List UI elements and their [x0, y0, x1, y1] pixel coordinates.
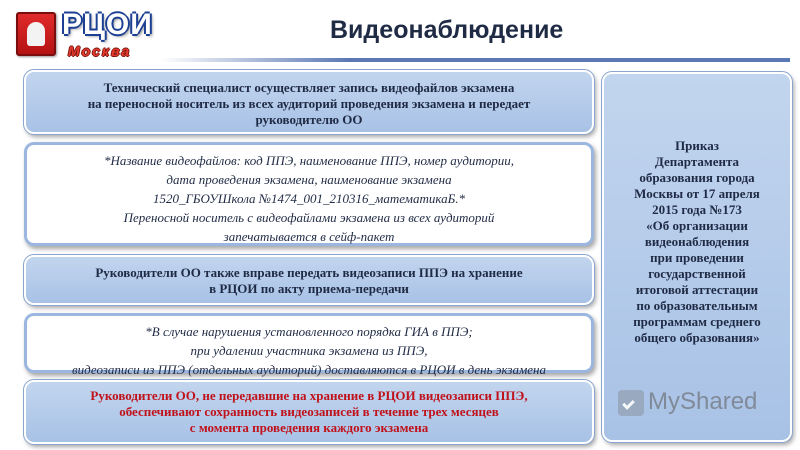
- box-line: руководителю ОО: [255, 112, 363, 127]
- warning-line: Руководители ОО, не передавшие на хранение в РЦОИ видеозаписи ППЭ,: [90, 388, 528, 403]
- order-line: Москвы от 17 апреля: [634, 186, 760, 201]
- violation-note-box: [24, 313, 594, 377]
- order-line: государственной: [648, 266, 746, 281]
- box-line: в РЦОИ по акту приема-передачи: [209, 281, 409, 296]
- order-line: видеонаблюдения: [644, 234, 750, 249]
- retention-warning-box: [24, 380, 594, 444]
- order-line: общего образования»: [634, 330, 760, 345]
- box-line: 1520_ГБОУШкола №1474_001_210316_математикаБ.*: [152, 191, 466, 206]
- box-line: видеозаписи из ППЭ (отдельных аудиторий) доставляются в РЦОИ в день экзамена: [72, 362, 546, 377]
- recording-info-box: [24, 70, 594, 134]
- box-line: Руководители ОО также вправе передать видеозаписи ППЭ на хранение: [95, 265, 523, 280]
- order-line: Департамента: [654, 154, 740, 169]
- order-line: Приказ: [675, 138, 719, 153]
- order-line: программам среднего: [633, 314, 761, 329]
- box-line: на переносной носитель из всех аудиторий проведения экзамена и передает: [87, 96, 531, 111]
- order-line: итоговой аттестации: [635, 282, 759, 297]
- order-line: 2015 года №173: [652, 202, 742, 217]
- order-line: образования города: [639, 170, 755, 185]
- watermark-text: MyShared: [648, 388, 758, 415]
- rcoi-logo: [8, 8, 168, 60]
- file-naming-note-box: [24, 142, 594, 246]
- box-line: запечатывается в сейф-пакет: [223, 229, 395, 244]
- storage-transfer-box: [24, 255, 594, 305]
- checkmark-icon: [618, 390, 644, 416]
- box-line: Переносной носитель с видеофайлами экзамена из всех аудиторий: [123, 210, 495, 225]
- box-line: Технический специалист осуществляет запись видеофайлов экзамена: [103, 80, 515, 95]
- logo-subtitle: Москва: [68, 43, 132, 59]
- page-title: Видеонаблюдение: [330, 16, 564, 44]
- box-line: *Название видеофайлов: код ППЭ, наименование ППЭ, номер аудитории,: [103, 153, 515, 168]
- logo-title: РЦОИ: [62, 8, 153, 41]
- title-divider: [160, 58, 790, 62]
- order-line: при проведении: [650, 250, 744, 265]
- warning-line: с момента проведения каждого экзамена: [189, 420, 429, 435]
- box-line: при удалении участника экзамена из ППЭ,: [190, 343, 428, 358]
- order-reference-box: [602, 72, 792, 442]
- moscow-emblem-icon: [16, 12, 56, 56]
- box-line: *В случае нарушения установленного порядка ГИА в ППЭ;: [145, 324, 473, 339]
- order-line: «Об организации: [646, 218, 748, 233]
- box-line: дата проведения экзамена, наименование экзамена: [166, 172, 452, 187]
- warning-line: обеспечивают сохранность видеозаписей в течение трех месяцев: [119, 404, 499, 419]
- order-line: по образовательным: [636, 298, 758, 313]
